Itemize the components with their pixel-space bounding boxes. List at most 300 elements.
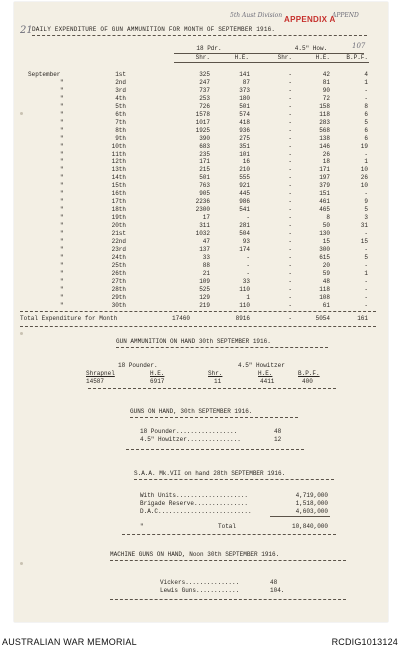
saa-with-units-value: 4,719,000 [295,492,328,499]
day-label: 5th [115,102,126,110]
ditto-mark: " [60,86,64,94]
ammo-value-18pdr-he: 6917 [150,378,165,385]
ditto-mark: " [60,110,64,118]
day-label: 27th [111,277,126,285]
ditto-mark: " [60,198,64,206]
day-label: 25th [111,261,126,269]
table-cell: 300 [319,245,330,253]
table-cell: 5 [364,253,368,261]
table-row [14,286,388,293]
table-cell: - [288,269,292,277]
table-row [14,254,388,261]
total-rule-top [20,311,376,312]
ditto-mark: " [60,269,64,277]
table-cell: 726 [199,102,210,110]
header-underline [174,62,369,63]
table-cell: 171 [199,158,210,166]
table-cell: 108 [319,293,330,301]
table-row [14,79,388,86]
table-cell: 921 [239,182,250,190]
table-cell: - [288,261,292,269]
ditto-mark: " [60,182,64,190]
table-cell: 501 [199,174,210,182]
ditto-mark: " [60,301,64,309]
table-cell: - [288,118,292,126]
table-cell: 445 [239,190,250,198]
saa-dac-label: D.A.C.......................... [140,508,252,515]
table-cell: 42 [322,71,330,78]
table-cell: 15 [360,237,368,245]
saa-total-label: Total [218,523,237,530]
ammo-value-how-he: 4411 [260,378,275,385]
table-cell: 905 [199,190,210,198]
table-row [14,111,388,118]
table-row [14,214,388,221]
table-cell: 47 [202,237,210,245]
col-header-18pdr-shr: Shr. [195,54,210,61]
table-cell: 110 [239,301,250,309]
table-cell: 26 [360,174,368,182]
ditto-mark: " [60,214,64,222]
table-row [14,103,388,110]
machine-guns-rule [110,599,346,600]
day-label: 10th [111,142,126,150]
punch-hole [20,332,23,335]
table-row [14,270,388,277]
table-cell: - [288,102,292,110]
table-cell: - [288,206,292,214]
day-label: 30th [111,301,126,309]
table-row [14,294,388,301]
saa-brigade-reserve-value: 1,518,000 [295,500,328,507]
appendix-stamp: APPENDIX A [284,15,336,24]
total-bpf: 161 [357,315,368,322]
table-cell: - [288,214,292,222]
col-header-how-shr: Shr. [277,54,292,61]
table-cell: 26 [322,150,330,158]
ditto-mark: " [60,206,64,214]
total-row [14,315,388,322]
day-label: 7th [115,118,126,126]
table-row [14,222,388,229]
table-cell: 1 [364,78,368,86]
table-cell: 737 [199,86,210,94]
table-cell: 137 [199,245,210,253]
table-cell: 5 [364,118,368,126]
page-number-annotation: 21 [20,25,33,36]
table-cell: 61 [322,301,330,309]
table-cell: 461 [319,198,330,206]
table-cell: 2236 [195,198,210,206]
table-cell: 6 [364,126,368,134]
table-cell: - [288,71,292,78]
table-cell: 253 [199,94,210,102]
table-cell: 235 [199,150,210,158]
guns-on-hand-underline [130,417,298,418]
table-cell: 541 [239,206,250,214]
day-label: 23rd [111,245,126,253]
table-cell: 275 [239,134,250,142]
saa-title: S.A.A. Mk.VII on hand 28th SEPTEMBER 1916. [134,470,286,477]
table-cell: 31 [360,222,368,230]
day-label: 21st [111,230,126,237]
table-cell: - [246,253,250,261]
document-title: DAILY EXPENDITURE OF GUN AMMUNITION FOR MONTH OF SEPTEMBER 1916. [32,26,276,33]
ammo-value-shrapnel: 14587 [86,378,105,385]
table-cell: 171 [319,166,330,174]
table-cell: - [288,230,292,237]
table-cell: 72 [322,94,330,102]
table-cell: 109 [199,277,210,285]
ditto-mark: " [60,102,64,110]
table-cell: 88 [202,261,210,269]
table-cell: 33 [202,253,210,261]
table-cell: - [246,269,250,277]
table-cell: 247 [199,78,210,86]
table-cell: - [288,190,292,198]
total-rule-bottom [20,326,376,327]
ammo-group-howitzer: 4.5" Howitzer [238,362,285,369]
table-cell: - [288,86,292,94]
table-cell: 1 [246,293,250,301]
table-cell: 151 [319,190,330,198]
table-cell: 615 [319,253,330,261]
total-how-he: 5054 [315,315,330,322]
ditto-mark: " [60,230,64,237]
ammo-on-hand-underline [116,347,328,348]
mg-vickers-value: 48 [270,579,278,586]
col-header-bpf: B.P.F. [346,54,368,61]
table-cell: 20 [322,261,330,269]
table-cell: 118 [319,285,330,293]
day-label: 18th [111,206,126,214]
table-cell: 5 [364,206,368,214]
table-cell: - [288,126,292,134]
table-cell: 568 [319,126,330,134]
table-cell: 379 [319,182,330,190]
table-row [14,206,388,213]
day-label: 1st [115,71,126,78]
table-row [14,95,388,102]
table-cell: 1 [364,158,368,166]
table-cell: 311 [199,222,210,230]
day-label: 4th [115,94,126,102]
saa-sum-rule [270,516,330,517]
ditto-mark: " [60,158,64,166]
table-row [14,119,388,126]
ditto-mark: " [60,277,64,285]
document-page [14,2,388,622]
ditto-mark: " [60,285,64,293]
ditto-mark: " [60,293,64,301]
mg-lewis-label: Lewis Guns............ [160,587,240,594]
table-cell: 936 [239,126,250,134]
table-cell: 418 [239,118,250,126]
table-cell: 101 [239,150,250,158]
total-label: Total Expenditure for Month [20,315,118,322]
table-row [14,71,388,78]
table-cell: - [288,277,292,285]
day-label: 9th [115,134,126,142]
mg-vickers-label: Vickers............... [160,579,240,586]
machine-guns-underline [110,560,346,561]
table-row [14,182,388,189]
table-cell: 210 [239,166,250,174]
day-label: 28th [111,285,126,293]
table-cell: 6 [364,134,368,142]
ditto-mark: " [60,150,64,158]
day-label: 6th [115,110,126,118]
table-cell: - [364,230,368,237]
guns-howitzer-value: 12 [274,436,282,443]
table-cell: 1017 [195,118,210,126]
col-header-how-he: H.E. [315,54,330,61]
table-cell: 986 [239,198,250,206]
table-cell: 174 [239,245,250,253]
day-label: 15th [111,182,126,190]
saa-underline [134,479,334,480]
table-cell: 9 [364,198,368,206]
table-cell: 141 [239,71,250,78]
day-label: 12th [111,158,126,166]
table-cell: 574 [239,110,250,118]
table-cell: - [288,150,292,158]
month-label: September [28,71,61,78]
col-header-18pdr-he: H.E. [234,54,249,61]
ammo-group-18pdr: 18 Pounder. [118,362,158,369]
table-cell: 19 [360,142,368,150]
saa-ditto-mark: " [140,523,144,530]
ditto-mark: " [60,253,64,261]
table-cell: 763 [199,182,210,190]
ditto-mark: " [60,142,64,150]
table-cell: 180 [239,94,250,102]
table-cell: - [288,182,292,190]
day-label: 3rd [115,86,126,94]
table-cell: 373 [239,86,250,94]
guns-18pdr-value: 48 [274,428,282,435]
table-row [14,262,388,269]
saa-section-rule [122,534,336,535]
table-cell: - [288,198,292,206]
table-cell: 10 [360,182,368,190]
table-cell: 325 [199,71,210,78]
table-cell: 138 [319,134,330,142]
group-header-18pdr: 18 Pdr. [196,45,222,52]
table-cell: - [288,94,292,102]
table-cell: 129 [199,293,210,301]
table-row [14,198,388,205]
ditto-mark: " [60,78,64,86]
table-cell: - [364,261,368,269]
ditto-mark: " [60,245,64,253]
table-row [14,143,388,150]
table-cell: - [364,150,368,158]
table-row [14,278,388,285]
table-row [14,302,388,309]
saa-brigade-reserve-label: Brigade Reserve............... [140,500,249,507]
table-cell: - [364,94,368,102]
ammo-on-hand-title: GUN AMMUNITION ON HAND 30th SEPTEMBER 1916. [116,338,271,345]
table-cell: 110 [239,285,250,293]
ammo-col-shrapnel: Shrapnel [86,370,115,377]
day-label: 14th [111,174,126,182]
table-cell: 118 [319,110,330,118]
table-cell: - [288,285,292,293]
ditto-mark: " [60,166,64,174]
table-cell: - [364,86,368,94]
day-label: 13th [111,166,126,174]
table-cell: - [288,245,292,253]
table-cell: 3 [364,214,368,222]
table-row [14,127,388,134]
table-row [14,230,388,237]
table-row [14,87,388,94]
table-cell: 283 [319,118,330,126]
table-cell: - [288,110,292,118]
table-cell: 18 [322,158,330,166]
table-cell: - [288,78,292,86]
table-cell: 1578 [195,110,210,118]
table-cell: 130 [319,230,330,237]
ditto-mark: " [60,134,64,142]
table-cell: 683 [199,142,210,150]
ditto-mark: " [60,94,64,102]
ditto-mark: " [60,222,64,230]
corner-number-annotation: 107 [352,42,366,50]
saa-with-units-label: With Units.................... [140,492,249,499]
ditto-mark: " [60,118,64,126]
table-cell: 351 [239,142,250,150]
table-cell: 50 [322,222,330,230]
group-header-howitzer: 4.5" How. [294,45,328,52]
table-cell: 48 [322,277,330,285]
day-label: 8th [115,126,126,134]
day-label: 17th [111,198,126,206]
ammo-value-how-shr: 11 [214,378,222,385]
table-cell: 17 [202,214,210,222]
table-cell: - [288,134,292,142]
machine-guns-title: MACHINE GUNS ON HAND, Noon 30th SEPTEMBER 1916. [110,551,280,558]
day-label: 29th [111,293,126,301]
table-cell: - [288,237,292,245]
day-label: 16th [111,190,126,198]
table-cell: 33 [242,277,250,285]
table-cell: 390 [199,134,210,142]
ammo-col-18pdr-he: H.E. [150,370,165,377]
table-row [14,166,388,173]
table-cell: 504 [239,230,250,237]
table-cell: 10 [360,166,368,174]
table-cell: 15 [322,237,330,245]
table-cell: - [288,166,292,174]
table-cell: 525 [199,285,210,293]
day-label: 19th [111,214,126,222]
guns-section-rule [126,449,304,450]
punch-hole [20,562,23,565]
table-cell: 87 [242,78,250,86]
table-cell: 1 [364,269,368,277]
day-label: 11th [111,150,126,158]
ammo-col-bpf: B.P.F. [298,370,320,377]
table-cell: 93 [242,237,250,245]
ditto-mark: " [60,237,64,245]
table-row [14,158,388,165]
table-row [14,151,388,158]
table-cell: 8 [364,102,368,110]
saa-total-value: 10,840,000 [291,523,328,530]
ditto-mark: " [60,190,64,198]
ditto-mark: " [60,174,64,182]
guns-howitzer-label: 4.5" Howitzer............... [140,436,241,443]
table-cell: 158 [319,102,330,110]
table-cell: 21 [202,269,210,277]
table-cell: - [246,261,250,269]
table-cell: 1032 [195,230,210,237]
table-cell: 2300 [195,206,210,214]
ditto-mark: " [60,126,64,134]
day-label: 2nd [115,78,126,86]
day-label: 20th [111,222,126,230]
footer-source: AUSTRALIAN WAR MEMORIAL [2,637,137,647]
footer-record-id: RCDIG1013124 [331,637,398,647]
table-cell: 1925 [195,126,210,134]
table-cell: 81 [322,78,330,86]
table-row [14,190,388,197]
ammo-col-how-he: H.E. [258,370,273,377]
day-label: 22nd [111,237,126,245]
division-annotation: 5th Aust Division [230,12,283,19]
total-18pdr-he: 8916 [235,315,250,322]
saa-dac-value: 4,603,000 [295,508,328,515]
table-row [14,238,388,245]
table-row [14,174,388,181]
table-cell: 219 [199,301,210,309]
ammo-col-how-shr: Shr. [208,370,223,377]
ditto-mark: " [60,261,64,269]
table-cell: 6 [364,110,368,118]
guns-18pdr-label: 18 Pounder................. [140,428,238,435]
table-cell: 59 [322,269,330,277]
table-cell: - [246,214,250,222]
table-cell: 4 [364,71,368,78]
table-cell: 215 [199,166,210,174]
table-cell: - [364,245,368,253]
ammo-section-rule [88,388,336,389]
table-cell: 555 [239,174,250,182]
appendix-overwrite: APPEND [332,12,359,19]
table-cell: 146 [319,142,330,150]
table-cell: - [364,293,368,301]
table-row [14,135,388,142]
table-cell: - [288,174,292,182]
day-label: 24th [111,253,126,261]
mg-lewis-value: 104. [270,587,285,594]
total-18pdr-shr: 17460 [172,315,191,322]
table-cell: 281 [239,222,250,230]
table-cell: - [364,190,368,198]
table-cell: - [288,158,292,166]
table-cell: 8 [326,214,330,222]
ammo-value-bpf: 400 [302,378,313,385]
title-underline [32,35,367,36]
table-cell: 465 [319,206,330,214]
table-cell: - [364,285,368,293]
table-cell: - [364,277,368,285]
table-cell: - [364,301,368,309]
total-how-shr: - [288,315,292,322]
table-cell: 501 [239,102,250,110]
